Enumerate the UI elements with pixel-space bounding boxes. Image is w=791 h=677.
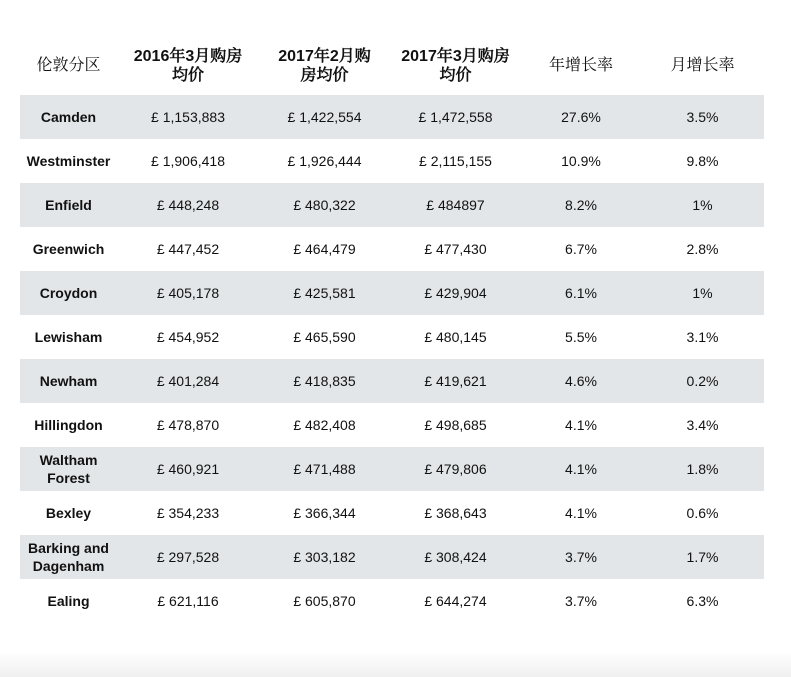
cell-area: Camden bbox=[20, 95, 117, 139]
cell-price-2017-02: £ 464,479 bbox=[293, 241, 356, 257]
table-row bbox=[20, 139, 764, 183]
cell-price-2017-02: £ 366,344 bbox=[293, 505, 356, 521]
cell-price-2017-03: £ 644,274 bbox=[424, 593, 487, 609]
cell-price-2017-03: £ 308,424 bbox=[390, 535, 521, 579]
cell-price-2017-02: £ 480,322 bbox=[259, 183, 390, 227]
cell-annual-growth: 10.9% bbox=[561, 153, 601, 169]
cell-annual-growth: 27.6% bbox=[521, 95, 641, 139]
cell-monthly-growth: 0.6% bbox=[686, 505, 719, 521]
cell-monthly-growth: 2.8% bbox=[686, 241, 719, 257]
header-monthly-growth: 月增长率 bbox=[670, 57, 735, 74]
cell-price-2016-03: £ 460,921 bbox=[117, 447, 259, 491]
cell-price-2016-03: £ 448,248 bbox=[117, 183, 259, 227]
table-row bbox=[20, 447, 764, 491]
cell-price-2017-03: £ 2,115,155 bbox=[419, 153, 492, 169]
cell-price-2016-03: £ 447,452 bbox=[156, 241, 220, 257]
cell-price-2016-03: £ 1,153,883 bbox=[117, 95, 259, 139]
cell-price-2017-02: £ 425,581 bbox=[259, 271, 390, 315]
header-area: 伦敦分区 bbox=[36, 57, 101, 74]
cell-price-2017-03: £ 419,621 bbox=[390, 359, 521, 403]
cell-price-2016-03: £ 1,906,418 bbox=[151, 153, 225, 169]
cell-price-2016-03: £ 478,870 bbox=[156, 417, 220, 433]
cell-annual-growth: 4.1% bbox=[565, 505, 597, 521]
cell-price-2017-03: £ 1,472,558 bbox=[390, 95, 521, 139]
cell-area: Barking and Dagenham bbox=[20, 535, 117, 579]
table-row bbox=[20, 579, 764, 623]
table-row bbox=[20, 491, 764, 535]
cell-annual-growth: 5.5% bbox=[565, 329, 597, 345]
table-row bbox=[20, 359, 764, 403]
cell-monthly-growth: 9.8% bbox=[686, 153, 719, 169]
cell-annual-growth: 6.1% bbox=[521, 271, 641, 315]
table-row bbox=[20, 271, 764, 315]
cell-monthly-growth: 1% bbox=[641, 183, 764, 227]
cell-annual-growth: 8.2% bbox=[521, 183, 641, 227]
cell-area: Hillingdon bbox=[34, 417, 103, 433]
cell-monthly-growth: 6.3% bbox=[686, 593, 719, 609]
cell-area: Waltham Forest bbox=[20, 447, 117, 491]
table-row bbox=[20, 227, 764, 271]
cell-price-2017-03: £ 480,145 bbox=[424, 329, 487, 345]
cell-monthly-growth: 0.2% bbox=[641, 359, 764, 403]
cell-annual-growth: 4.1% bbox=[565, 417, 597, 433]
cell-area: Lewisham bbox=[34, 329, 103, 345]
cell-annual-growth: 4.6% bbox=[521, 359, 641, 403]
cell-price-2017-03: £ 498,685 bbox=[424, 417, 487, 433]
cell-area: Croydon bbox=[20, 271, 117, 315]
cell-price-2017-03: £ 477,430 bbox=[424, 241, 487, 257]
cell-price-2017-02: £ 482,408 bbox=[293, 417, 356, 433]
cell-monthly-growth: 1.7% bbox=[641, 535, 764, 579]
cell-annual-growth: 3.7% bbox=[521, 535, 641, 579]
cell-monthly-growth: 3.5% bbox=[641, 95, 764, 139]
cell-price-2016-03: £ 401,284 bbox=[117, 359, 259, 403]
cell-price-2016-03: £ 354,233 bbox=[156, 505, 220, 521]
table-row bbox=[20, 535, 764, 579]
cell-monthly-growth: 1.8% bbox=[641, 447, 764, 491]
cell-annual-growth: 4.1% bbox=[521, 447, 641, 491]
cell-price-2017-03: £ 429,904 bbox=[390, 271, 521, 315]
cell-area: Westminster bbox=[26, 153, 111, 169]
cell-area: Enfield bbox=[20, 183, 117, 227]
cell-price-2017-03: £ 484897 bbox=[390, 183, 521, 227]
cell-area: Newham bbox=[20, 359, 117, 403]
cell-monthly-growth: 3.1% bbox=[686, 329, 719, 345]
header-price-2016-03: 2016年3月购房 均价 bbox=[133, 47, 243, 84]
header-row bbox=[20, 36, 764, 95]
header-annual-growth: 年增长率 bbox=[548, 57, 613, 74]
header-price-2017-03: 2017年3月购房 均价 bbox=[401, 47, 510, 84]
cell-annual-growth: 3.7% bbox=[565, 593, 597, 609]
table-row bbox=[20, 183, 764, 227]
house-price-table bbox=[20, 36, 764, 623]
cell-monthly-growth: 3.4% bbox=[686, 417, 719, 433]
cell-price-2017-02: £ 465,590 bbox=[293, 329, 356, 345]
cell-price-2016-03: £ 621,116 bbox=[157, 593, 219, 609]
cell-price-2016-03: £ 297,528 bbox=[117, 535, 259, 579]
cell-price-2017-02: £ 303,182 bbox=[259, 535, 390, 579]
cell-price-2017-02: £ 1,926,444 bbox=[287, 153, 362, 169]
table-header bbox=[20, 36, 764, 95]
cell-price-2017-02: £ 418,835 bbox=[259, 359, 390, 403]
cell-price-2017-03: £ 368,643 bbox=[424, 505, 487, 521]
cell-price-2017-02: £ 605,870 bbox=[293, 593, 356, 609]
cell-price-2016-03: £ 454,952 bbox=[156, 329, 220, 345]
cell-monthly-growth: 1% bbox=[641, 271, 764, 315]
table-row bbox=[20, 403, 764, 447]
cell-area: Greenwich bbox=[32, 241, 105, 257]
cell-price-2017-03: £ 479,806 bbox=[390, 447, 521, 491]
cell-area: Ealing bbox=[47, 593, 90, 609]
cell-price-2017-02: £ 471,488 bbox=[259, 447, 390, 491]
header-price-2017-02: 2017年2月购 房均价 bbox=[278, 47, 371, 84]
bottom-shade bbox=[0, 651, 791, 677]
cell-annual-growth: 6.7% bbox=[565, 241, 597, 257]
table-body bbox=[20, 95, 764, 623]
table-row bbox=[20, 315, 764, 359]
table-row bbox=[20, 95, 764, 139]
cell-area: Bexley bbox=[45, 505, 92, 521]
cell-price-2016-03: £ 405,178 bbox=[117, 271, 259, 315]
cell-price-2017-02: £ 1,422,554 bbox=[259, 95, 390, 139]
